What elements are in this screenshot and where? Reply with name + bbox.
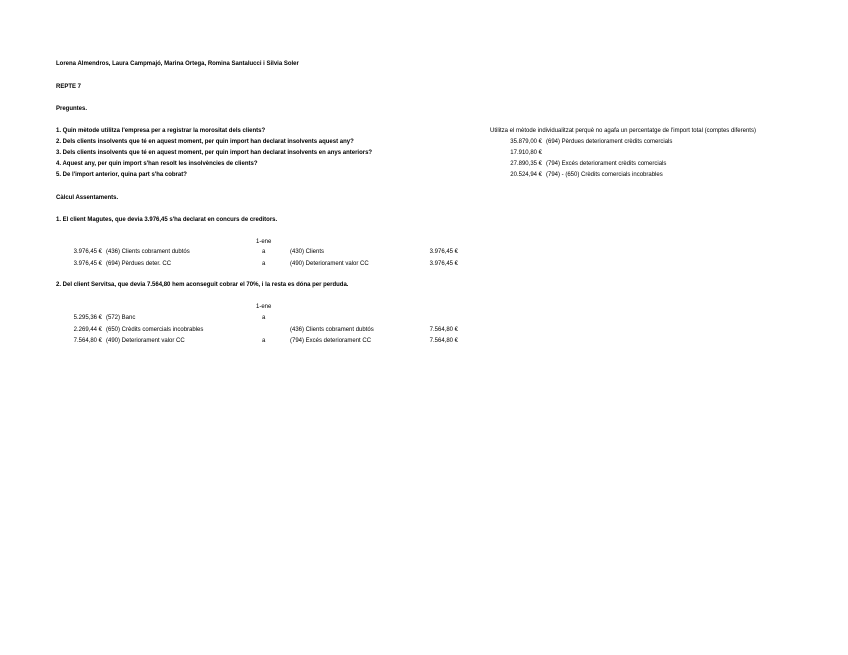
ex2-row1-a: a bbox=[262, 315, 266, 321]
ex1-row2-credit-amount: 3.976,45 € bbox=[429, 261, 458, 267]
ex1-row1-credit-amount: 3.976,45 € bbox=[429, 249, 458, 255]
ex2-row3-credit-account: (794) Excés deteriorament CC bbox=[290, 338, 372, 344]
answer-4-text: (794) Excés deteriorament crèdits comercials bbox=[546, 161, 667, 167]
ex2-row2-credit-amount: 7.564,80 € bbox=[429, 327, 458, 333]
ex2-row3-debit-account: (490) Deteriorament valor CC bbox=[106, 338, 185, 344]
answer-2-amount: 35.879,00 € bbox=[510, 139, 542, 145]
answer-5-amount: 20.524,94 € bbox=[510, 172, 542, 178]
ex2-row3-debit-amount: 7.564,80 € bbox=[73, 338, 102, 344]
ex2-row3-a: a bbox=[262, 338, 266, 344]
question-4: 4. Aquest any, per quin import s'han resolt les insolvències de clients? bbox=[56, 161, 258, 167]
ex1-row2-debit-account: (694) Pèrdues deter. CC bbox=[106, 261, 172, 267]
answer-5-text: (794) - (650) Crèdits comercials incobrables bbox=[546, 172, 663, 178]
ex1-date-header: 1-ene bbox=[256, 239, 272, 245]
ex1-row1-credit-account: (430) Clients bbox=[290, 249, 325, 255]
ex2-row2-debit-amount: 2.269,44 € bbox=[73, 327, 102, 333]
question-3: 3. Dels clients insolvents que té en aquest moment, per quin import han declarat insolvents en anys anteriors? bbox=[56, 150, 373, 156]
ex1-row1-debit-account: (436) Clients cobrament dubtós bbox=[106, 249, 190, 255]
ex1-title: 1. El client Magutes, que devia 3.976,45 s'ha declarat en concurs de creditors. bbox=[56, 217, 278, 223]
ex2-row2-debit-account: (650) Crèdits comercials incobrables bbox=[106, 327, 204, 333]
ex2-title: 2. Del client Servitsa, que devia 7.564,80 hem aconseguit cobrar el 70%, i la resta es dóna per perduda. bbox=[56, 282, 349, 288]
ex2-row2-credit-account: (436) Clients cobrament dubtós bbox=[290, 327, 374, 333]
ex1-row2-a: a bbox=[262, 261, 266, 267]
ex1-row1-debit-amount: 3.976,45 € bbox=[73, 249, 102, 255]
ex2-row3-credit-amount: 7.564,80 € bbox=[429, 338, 458, 344]
answer-4-amount: 27.890,35 € bbox=[510, 161, 542, 167]
question-2: 2. Dels clients insolvents que té en aquest moment, per quin import han declarat insolvents aquest any? bbox=[56, 139, 354, 145]
answer-1-text: Utilitza el mètode individualitzat perquè no agafa un percentatge de l'import total (comptes diferents) bbox=[490, 128, 756, 134]
ex2-row1-debit-account: (572) Banc bbox=[106, 315, 136, 321]
question-5: 5. De l'import anterior, quina part s'ha cobrat? bbox=[56, 172, 187, 178]
ex1-row2-credit-account: (490) Deteriorament valor CC bbox=[290, 261, 369, 267]
repte-title: REPTE 7 bbox=[56, 84, 82, 90]
ex2-date-header: 1-ene bbox=[256, 304, 272, 310]
question-1: 1. Quin mètode utilitza l'empresa per a registrar la morositat dels clients? bbox=[56, 128, 266, 134]
calcul-title: Càlcul Assentaments. bbox=[56, 195, 119, 201]
ex1-row2-debit-amount: 3.976,45 € bbox=[73, 261, 102, 267]
ex2-row1-debit-amount: 5.295,36 € bbox=[73, 315, 102, 321]
answer-3-amount: 17.910,80 € bbox=[510, 150, 542, 156]
ex1-row1-a: a bbox=[262, 249, 266, 255]
preguntes-title: Preguntes. bbox=[56, 106, 88, 112]
answer-2-text: (694) Pèrdues deteriorament crèdits comercials bbox=[546, 139, 673, 145]
authors: Lorena Almendros, Laura Campmajó, Marina Ortega, Romina Santalucci i Silvia Soler bbox=[56, 61, 299, 67]
